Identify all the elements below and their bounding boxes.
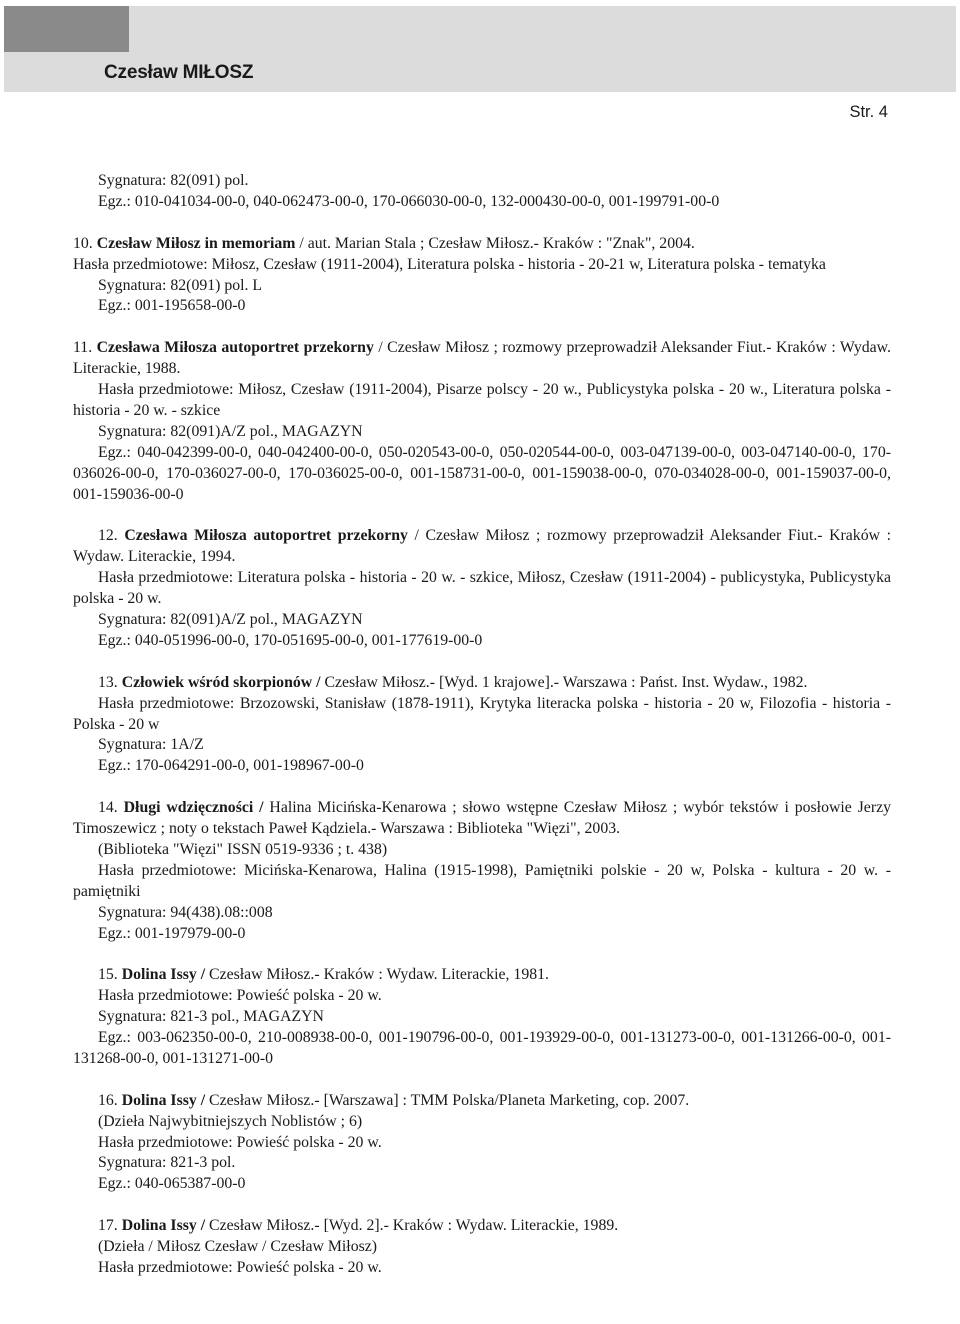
entry-title: Dolina Issy / [121, 1091, 206, 1109]
entry-number: 12. [98, 527, 118, 545]
entry-number: 16. [98, 1091, 118, 1109]
entry-heading [73, 1216, 891, 1237]
entry-egz: Egz.: 010-041034-00-0, 040-062473-00-0, 170-066030-00-0, 132-000430-00-0, 001-199791-00-0 [98, 192, 720, 210]
entry-number: 10. [73, 234, 93, 252]
entry-sygnatura: Sygnatura: 82(091) pol. L [98, 276, 263, 294]
entry-egz: Egz.: 040-042399-00-0, 040-042400-00-0, 050-020543-00-0, 050-020544-00-0, 003-047139-00-0, 003-047140-00-0, 170-036026-00-0, 170-036027-00-0, 170-036025-00-0, 001-158731-00-0, 001-159038-00-0, 070-034028-00-0, 001-159037-00-0, 001-159036-00-0 [73, 443, 891, 503]
header-accent-block [4, 6, 129, 52]
entry-sygnatura: Sygnatura: 1A/Z [98, 736, 204, 754]
entry-egz: Egz.: 001-195658-00-0 [98, 297, 246, 315]
bibliography-entry-continued [73, 171, 891, 213]
bibliography-list [73, 171, 891, 1300]
entry-number: 15. [98, 966, 118, 984]
entry-hasla: Hasła przedmiotowe: Miłosz, Czesław (1911-2004), Pisarze polscy - 20 w., Publicystyka polska - 20 w., Literatura polska - historia - 20 w. - szkice [73, 381, 891, 419]
entry-title: Dolina Issy / [121, 1217, 206, 1235]
entry-egz: Egz.: 170-064291-00-0, 001-198967-00-0 [98, 757, 364, 775]
entry-title: Człowiek wśród skorpionów / [121, 673, 321, 691]
entry-egz: Egz.: 040-065387-00-0 [98, 1175, 246, 1193]
entry-title: Czesława Miłosza autoportret przekorny [124, 527, 408, 545]
bibliography-entry [73, 1091, 891, 1196]
entry-heading [73, 798, 891, 840]
entry-description: / aut. Marian Stala ; Czesław Miłosz.- Kraków : "Znak", 2004. [295, 234, 695, 252]
bibliography-entry [73, 526, 891, 651]
entry-title: Długi wdzięczności / [123, 799, 264, 817]
entry-sygnatura: Sygnatura: 821-3 pol., MAGAZYN [98, 1008, 324, 1026]
entry-hasla: Hasła przedmiotowe: Brzozowski, Stanisław (1878-1911), Krytyka literacka polska - historia - 20 w, Filozofia - historia - Polska - 20 w [73, 694, 891, 733]
entry-description: Czesław Miłosz.- [Wyd. 1 krajowe].- Warszawa : Państ. Inst. Wydaw., 1982. [320, 673, 808, 691]
entry-sygnatura: Sygnatura: 821-3 pol. [98, 1154, 236, 1172]
entry-sygnatura: Sygnatura: 94(438).08::008 [98, 903, 273, 921]
entry-description: Czesław Miłosz.- Kraków : Wydaw. Literackie, 1981. [205, 966, 549, 984]
entry-number: 14. [98, 799, 118, 817]
entry-heading [73, 1091, 891, 1112]
entry-egz: Egz.: 003-062350-00-0, 210-008938-00-0, 001-190796-00-0, 001-193929-00-0, 001-131273-00-0, 001-131266-00-0, 001-131268-00-0, 001-131271-00-0 [73, 1029, 891, 1067]
entry-title: Dolina Issy / [121, 966, 206, 984]
bibliography-entry [73, 673, 891, 778]
entry-number: 17. [98, 1217, 118, 1235]
entry-heading [73, 673, 891, 694]
entry-description: Czesław Miłosz.- [Warszawa] : TMM Polska/Planeta Marketing, cop. 2007. [205, 1091, 690, 1109]
entry-description: Halina Micińska-Kenarowa ; słowo wstępne Czesław Miłosz ; wybór tekstów i posłowie Jerzy Timoszewicz ; noty o tekstach Paweł Kądziela.- Warszawa : Biblioteka "Więzi", 2003. [73, 799, 891, 838]
bibliography-entry [73, 798, 891, 944]
entry-series: (Dzieła Najwybitniejszych Noblistów ; 6) [98, 1112, 363, 1130]
entry-description: Czesław Miłosz.- [Wyd. 2].- Kraków : Wydaw. Literackie, 1989. [205, 1217, 619, 1235]
entry-description: / Czesław Miłosz ; rozmowy przeprowadził Aleksander Fiut.- Kraków : Wydaw. Literackie, 1988. [73, 339, 891, 378]
entry-egz: Egz.: 040-051996-00-0, 170-051695-00-0, 001-177619-00-0 [98, 631, 483, 649]
entry-title: Czesław Miłosz in memoriam [96, 234, 296, 252]
entry-number: 13. [98, 673, 118, 691]
entry-sygnatura: Sygnatura: 82(091) pol. [98, 172, 249, 189]
entry-description: / Czesław Miłosz ; rozmowy przeprowadził Aleksander Fiut.- Kraków : Wydaw. Literackie, 1994. [73, 527, 891, 566]
entry-heading [73, 338, 891, 380]
bibliography-entry [73, 234, 891, 318]
entry-sygnatura: Sygnatura: 82(091)A/Z pol., MAGAZYN [98, 422, 363, 440]
entry-hasla: Hasła przedmiotowe: Miłosz, Czesław (1911-2004), Literatura polska - historia - 20-21 w, Literatura polska - tematyka [73, 255, 826, 273]
entry-series: (Dzieła / Miłosz Czesław / Czesław Miłosz) [98, 1238, 378, 1256]
entry-hasla: Hasła przedmiotowe: Powieść polska - 20 w. [98, 1133, 382, 1151]
entry-heading [73, 526, 891, 568]
entry-hasla: Hasła przedmiotowe: Micińska-Kenarowa, Halina (1915-1998), Pamiętniki polskie - 20 w, Polska - kultura - 20 w. - pamiętniki [73, 861, 891, 900]
entry-number: 11. [73, 339, 93, 357]
bibliography-entry [73, 338, 891, 505]
entry-hasla: Hasła przedmiotowe: Powieść polska - 20 w. [98, 1259, 382, 1276]
bibliography-entry [73, 1216, 891, 1279]
entry-hasla: Hasła przedmiotowe: Literatura polska - historia - 20 w. - szkice, Miłosz, Czesław (1911-2004) - publicystyka, Publicystyka polska - 20 w. [73, 569, 891, 608]
entry-series: (Biblioteka "Więzi" ISSN 0519-9336 ; t. 438) [98, 840, 388, 858]
page-header-title: Czesław MIŁOSZ [104, 62, 254, 83]
entry-title: Czesława Miłosza autoportret przekorny [96, 339, 374, 357]
entry-hasla: Hasła przedmiotowe: Powieść polska - 20 w. [98, 987, 382, 1005]
entry-sygnatura: Sygnatura: 82(091)A/Z pol., MAGAZYN [98, 610, 363, 628]
entry-egz: Egz.: 001-197979-00-0 [98, 924, 246, 942]
entry-heading [73, 234, 891, 255]
entry-heading [73, 965, 891, 986]
page-number: Str. 4 [849, 103, 888, 121]
bibliography-entry [73, 965, 891, 1070]
